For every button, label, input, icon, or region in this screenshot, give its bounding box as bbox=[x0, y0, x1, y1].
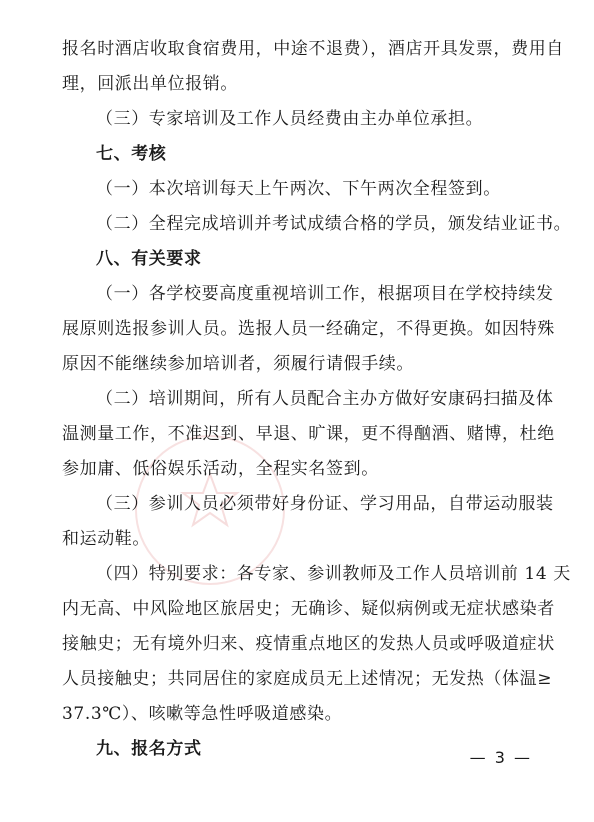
body-line: （一）本次培训每天上午两次、下午两次全程签到。 bbox=[96, 179, 501, 199]
section-heading-7: 七、考核 bbox=[96, 144, 167, 164]
body-line: 报名时酒店收取食宿费用，中途不退费），酒店开具发票，费用自 bbox=[62, 39, 564, 59]
body-line: 内无高、中风险地区旅居史；无确诊、疑似病例或无症状感染者 bbox=[62, 599, 555, 619]
body-line: （四）特别要求：各专家、参训教师及工作人员培训前 14 天 bbox=[96, 564, 571, 584]
body-line: 理，回派出单位报销。 bbox=[62, 74, 238, 94]
body-line: （三）参训人员必须带好身份证、学习用品，自带运动服装 bbox=[96, 494, 554, 514]
body-line: （三）专家培训及工作人员经费由主办单位承担。 bbox=[96, 109, 484, 129]
body-line: 人员接触史；共同居住的家庭成员无上述情况；无发热（体温≥ bbox=[62, 669, 553, 689]
body-line: 37.3℃）、咳嗽等急性呼吸道感染。 bbox=[62, 704, 343, 724]
page-number: — 3 — bbox=[469, 748, 532, 767]
body-line: 展原则选报参训人员。选报人员一经确定，不得更换。如因特殊 bbox=[62, 319, 555, 339]
section-heading-8: 八、有关要求 bbox=[96, 249, 202, 269]
body-line: 参加庸、低俗娱乐活动，全程实名签到。 bbox=[62, 459, 379, 479]
body-line: （二）全程完成培训并考试成绩合格的学员，颁发结业证书。 bbox=[96, 214, 572, 234]
section-heading-9: 九、报名方式 bbox=[96, 739, 202, 759]
body-line: 和运动鞋。 bbox=[62, 529, 150, 549]
body-line: （一）各学校要高度重视培训工作，根据项目在学校持续发 bbox=[96, 284, 554, 304]
body-line: （二）培训期间，所有人员配合主办方做好安康码扫描及体 bbox=[96, 389, 554, 409]
body-line: 原因不能继续参加培训者，须履行请假手续。 bbox=[62, 354, 414, 374]
body-line: 温测量工作，不准迟到、早退、旷课，更不得酗酒、赌博，杜绝 bbox=[62, 424, 555, 444]
body-line: 接触史；无有境外归来、疫情重点地区的发热人员或呼吸道症状 bbox=[62, 634, 555, 654]
